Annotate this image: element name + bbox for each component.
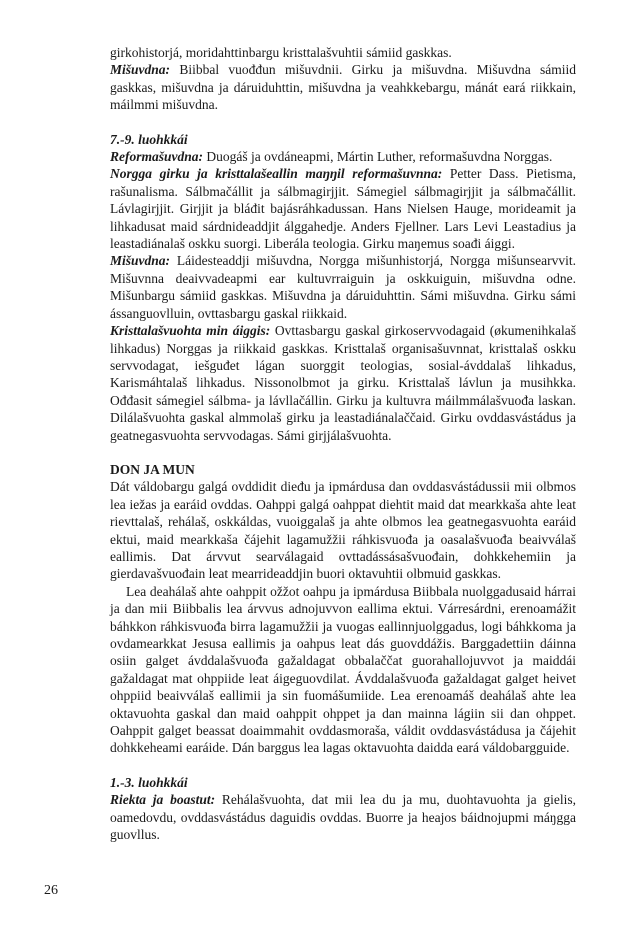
paragraph (110, 61, 576, 113)
paragraph (110, 791, 576, 843)
paragraph-lead: Reformašuvdna: (110, 149, 204, 165)
paragraph (110, 252, 576, 322)
main-heading: DON JA MUN (110, 461, 195, 477)
paragraph-text: Petter Dass. Pietisma, rašunalisma. Sálbmačállit ja sálbmagirjjit. Sámegiel sálbmagirjjit ja sálbmačállit. Lávlagirjjit. Girjjit ja bláđit bajásráhkadussan. Hans Nielsen Hauge, morideamit ja lihkadusat maid sárdnideaddjit álggahedje. Anders Fjellner. Lars Levi Leastadius ja leastadiánalaš oskku suorgi. Liberála teologia. Girku maŋemus soađi áiggi. (110, 166, 576, 252)
section-heading: 1.-3. luohkkái (110, 774, 188, 790)
document-body (110, 44, 576, 843)
paragraph-lead: Riekta ja boastut: (110, 792, 216, 808)
paragraph-lead: Kristtalašvuohta min áiggis: (110, 323, 271, 339)
paragraph-text: Rehálašvuohta, dat mii lea du ja mu, duohtavuohta ja gielis, oamedovdu, ovddasvástádus daguidis ovddas. Buorre ja heajos báidnojupmi máŋgga guovllus. (110, 792, 576, 843)
section-heading: 7.-9. luohkkái (110, 131, 188, 147)
paragraph (110, 44, 576, 61)
paragraph-text: Ovttasbargu gaskal girkoservvodagaid (økumenihkalaš lihkadus) Norggas ja riikkaid gaskkas. Kristtalaš organisašuvnnat, kristtalaš oskku servvodagat, iešguđet lágan suorggit teologias, sosial-ávddalaš lihkadus, Karismáhtalaš lihkadus. Nissonolbmot ja girku. Kristtalaš lávlun ja musihkka. Ođđasit sámegiel sálbma- ja lávllačállin. Girku ja kultuvra máilmmálašvuođa laskan. Dilálašvuohta gaskal almmolaš girku ja leastadiánalaččaid. Girku ovddasvástádus ja geatnegasvuohta servvodagas. Sámi girjjálašvuohta. (110, 323, 576, 443)
paragraph (110, 583, 576, 757)
page-number: 26 (44, 883, 58, 898)
paragraph-text: Dát váldobargu galgá ovddidit dieđu ja ipmárdusa dan ovddasvástádussii mii olbmos lea iežas ja earáid ovddas. Oahppi galgá oahppat diehtit maid dat mearkkaša ahte leat rievttalaš, rehálaš, oskkáldas, vuoiggalaš ja ahte olbmos lea geatnegasvuohta earáid ektui, maid mearkkaša čájehit lagamužžii ráhkisvuođa ja oasalašvuođa beaivválaš eallimis. Dat árvvut searválagaid ovttadássásašvuođain, dohkkehemiin ja gierdavašvuođain leat mearrideaddjin buori oktavuhtii olbmuid gaskkas. (110, 479, 576, 582)
paragraph-text: Láidesteaddji mišuvdna, Norgga mišunhistorjá, Norgga mišunsearvvit. Mišuvnna deaivvadeapmi ear kultuvrraiguin ja oskkuiguin, mišuvdna odne. Mišunbargu sámiid gaskkas. Mišuvdna ja dáruiduhttin. Sámi mišuvdna. Girku sámi ássanguovlluin, ovttasbargu gaskal riikkaid. (110, 253, 576, 321)
paragraph-lead: Mišuvdna: (110, 62, 171, 78)
paragraph-text: Lea deahálaš ahte oahppit ožžot oahpu ja ipmárdusa Biibbala nuolggadusaid hárrai ja dan mii Biibbalis lea árvvus adnojuvvon eallima ektui. Várresárdni, erenoamážit báhkkon ráhkisvuođa birra lagamužžii ja vuogas eallinnjuolggadus, logi báhkkoma ja ovdamearkkat Jesusa eallimis ja oahpus leat dás guovddážis. Barggadettiin dáinna osiin galget ávddalašvuođa gažaldagat obbalaččat guorahallojuvvot ja maiddái gažaldagat mat ohppiide leat áigeguovdilat. Ávddalašvuođa gažaldagat galget heivet ohppiid beaivválaš eallimii ja sin fuomášumiide. Lea erenoamáš deahálaš ahte lea oktavuohta gaskal dan maid oahppit ohppet ja dan mainna lágiin sii dan ohppet. Oahppit galget beassat doaimmahit ovddasmoraša, váldit ovddasvástádusa ja čájehit dohkkeheami earáide. Dán barggus lea lagas oktavuohta daidda eará váldobargguide. (110, 583, 576, 756)
paragraph (110, 478, 576, 582)
paragraph-lead: Mišuvdna: (110, 253, 171, 269)
paragraph-lead: Norgga girku ja kristtalašeallin maŋŋil reformašuvnna: (110, 166, 443, 182)
paragraph (110, 148, 576, 165)
paragraph (110, 165, 576, 252)
paragraph-text: Duogáš ja ovdáneapmi, Mártin Luther, reformašuvdna Norggas. (203, 149, 553, 165)
paragraph (110, 322, 576, 444)
paragraph-text: Biibbal vuođđun mišuvdnii. Girku ja mišuvdna. Mišuvdna sámiid gaskkas, mišuvdna ja dáruiduhttin, mišuvdna ja veahkkebargu, mánát eará riikkain, máilmmi mišuvdna. (110, 62, 576, 113)
paragraph-text: girkohistorjá, moridahttinbargu kristtalašvuhtii sámiid gaskkas. (110, 45, 452, 60)
